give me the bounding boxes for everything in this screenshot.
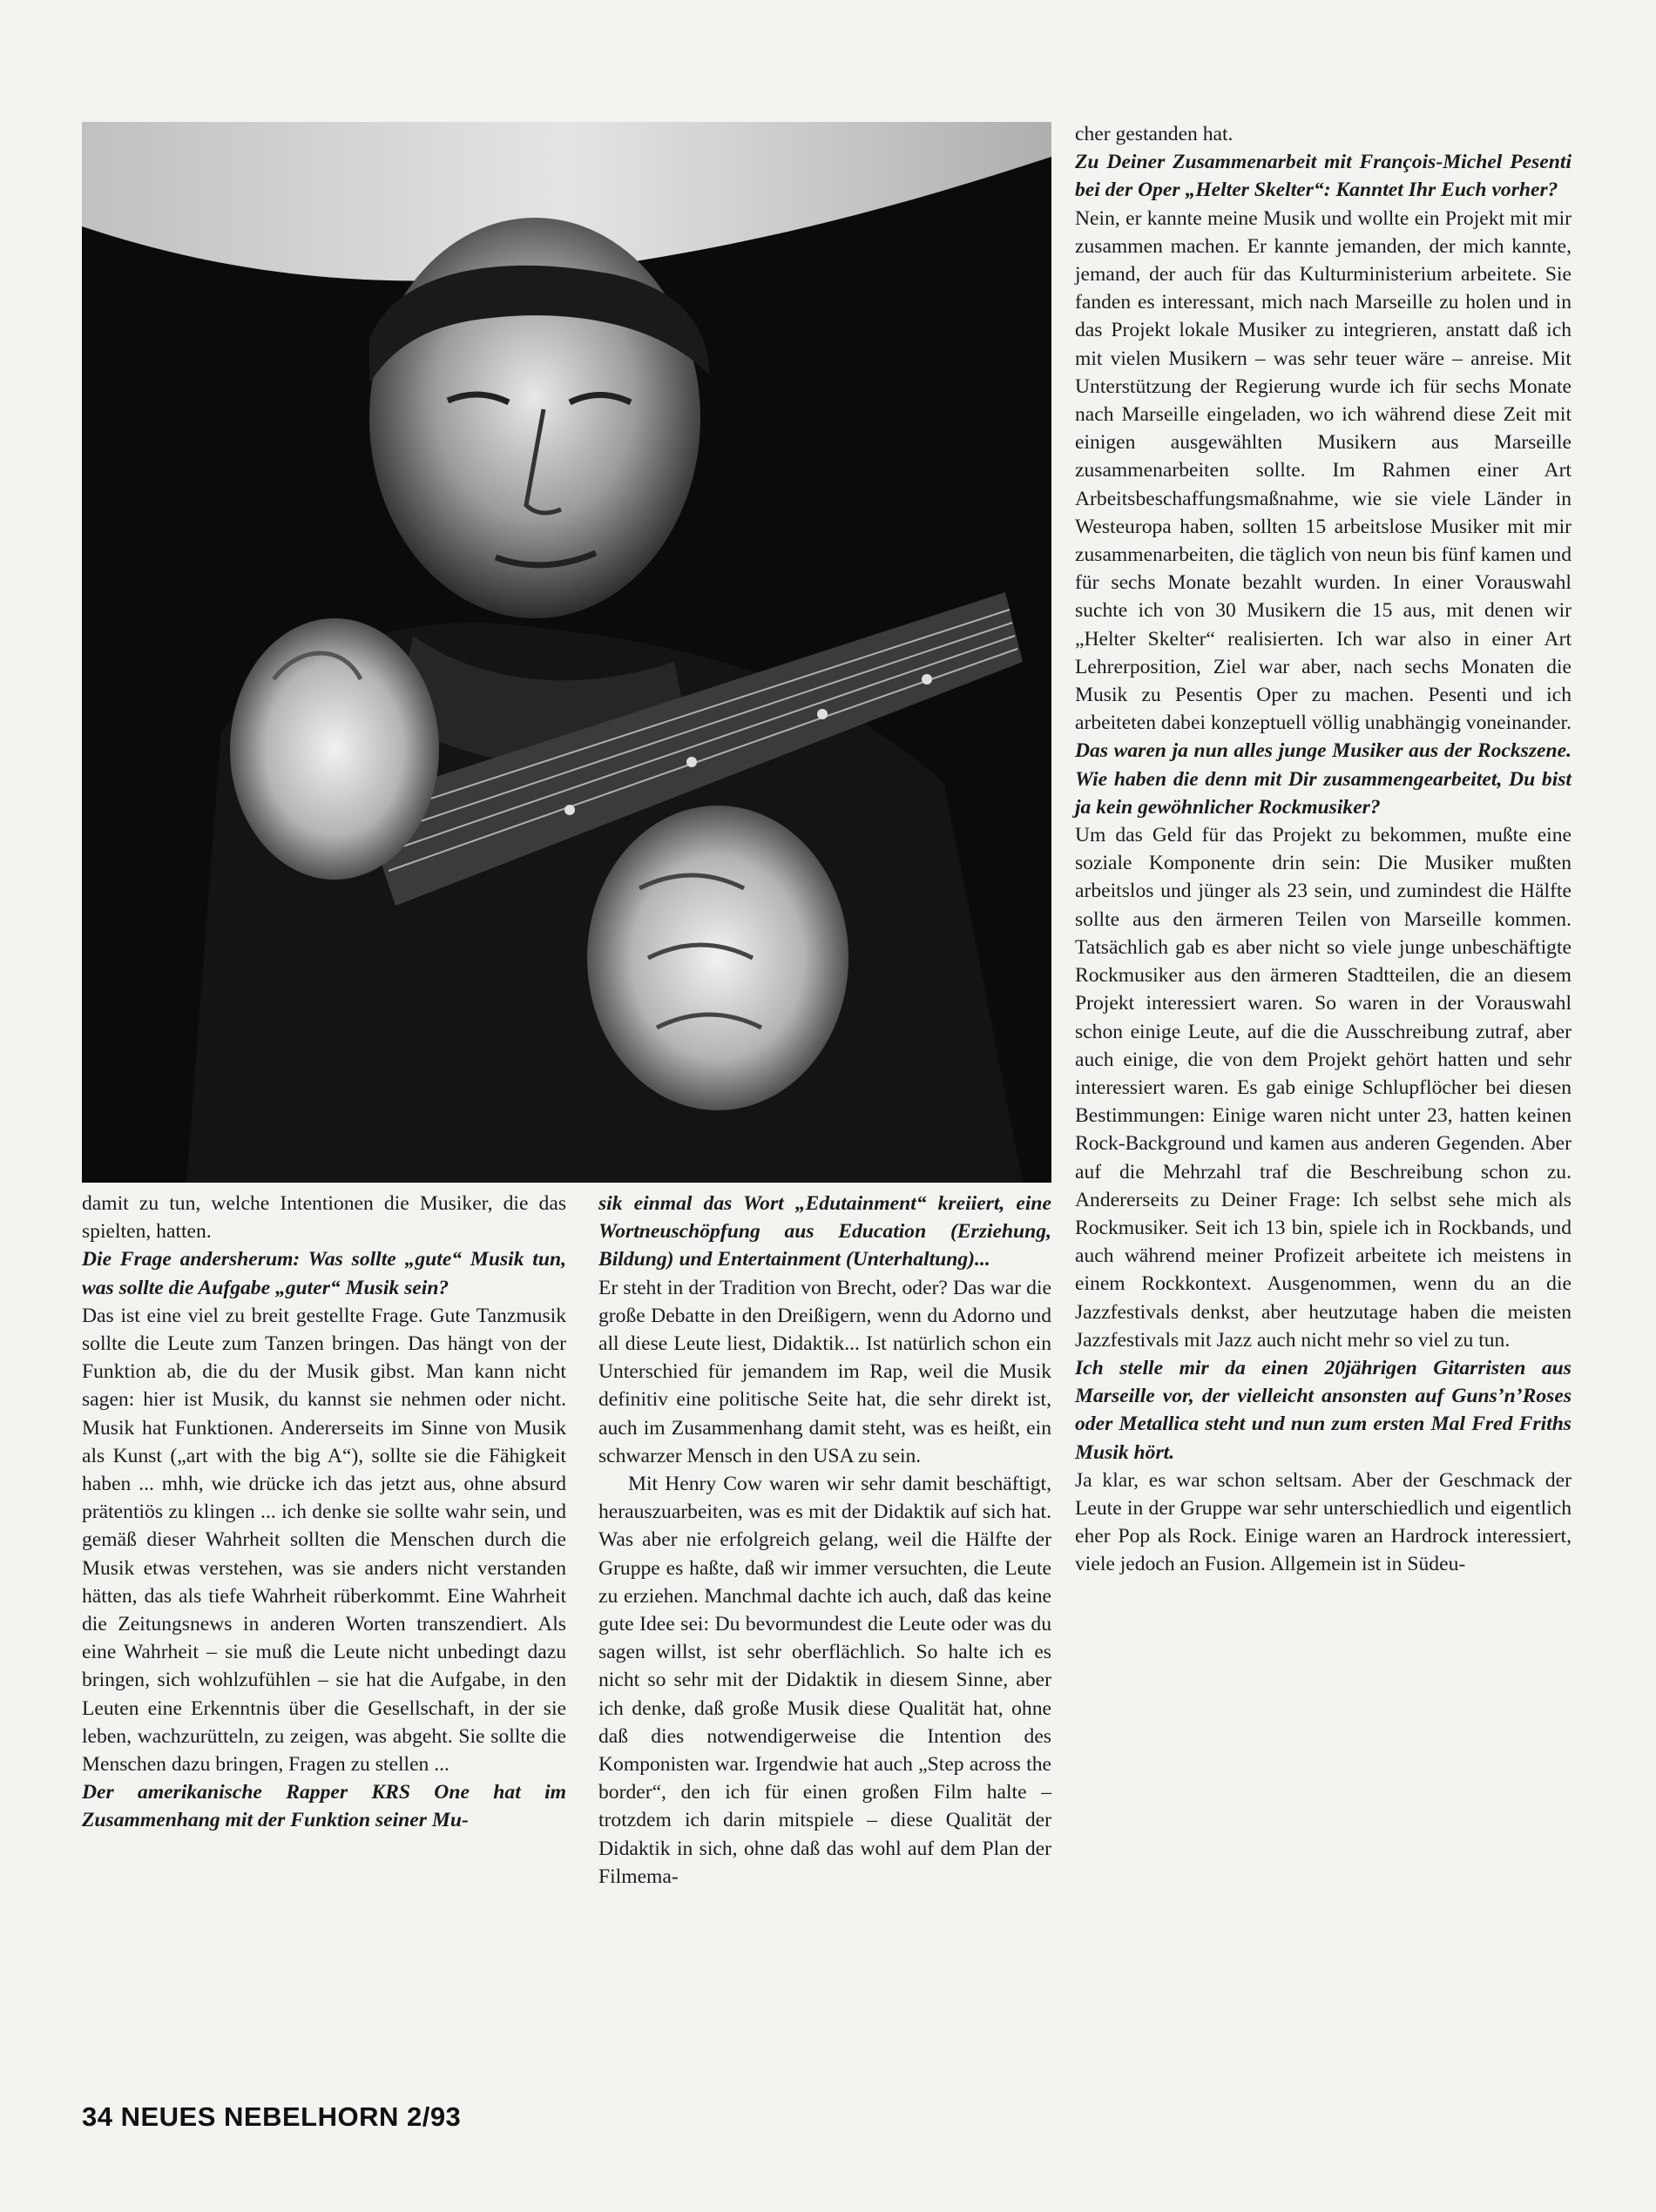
- interview-question: Die Frage andersherum: Was sollte „gute“ Musik tun, was sollte die Aufgabe „guter“ Musik sein?: [82, 1248, 566, 1299]
- body-paragraph: Mit Henry Cow waren wir sehr damit beschäftigt, herauszuarbeiten, was es mit der Didaktik auf sich hat. Was aber nie erfolgreich gelang, weil die Hälfte der Gruppe es haßte, daß wir immer versuchten, die Leute zu erziehen. Manchmal dachte ich auch, daß das keine gute Idee sei: Du bevormundest die Leute oder was du sagen willst, ist sehr oberflächlich. So halte ich es nicht so sehr mit der Didaktik in diesem Sinne, aber ich denke, daß große Musik diese Qualität hat, ohne daß dies notwendigerweise die Intention des Komponisten war. Irgendwie hat auch „Step across the border“, den ich für einen großen Film halte – trotzdem ich darin mitspiele – diese Qualität der Didaktik in sich, ohne daß das wohl auf dem Plan der Filmema-: [598, 1473, 1051, 1888]
- body-paragraph: Das ist eine viel zu breit gestellte Frage. Gute Tanzmusik sollte die Leute zum Tanzen bringen. Das hängt von der Funktion ab, die du der Musik gibst. Man kann nicht sagen: hier ist Musik, du kannst sie nehmen oder nicht. Musik hat Funktionen. Andererseits im Sinne von Musik als Kunst („art with the big A“), sollte sie die Fähigkeit haben ... mhh, wie drücke ich das jetzt aus, ohne absurd prätentiös zu klingen ... ich denke sie sollte wahr sein, und gemäß dieser Wahrheit sollten die Menschen durch die Musik etwas verstehen, was sie anders nicht verstanden hätten, das als tiefe Wahrheit rüberkommt. Eine Wahrheit die Zeitungsnews in anderen Worten transzendiert. Als eine Wahrheit – sie muß die Leute nicht unbedingt dazu bringen, sich wohlzufühlen – sie hat die Aufgabe, in den Leuten eine Erkenntnis über die Gesellschaft, in der sie leben, wachzurütteln, zu zeigen, was abgeht. Sie sollte die Menschen dazu bringen, Fragen zu stellen ...: [82, 1304, 566, 1777]
- page-footer: 34 NEUES NEBELHORN 2/93: [82, 2101, 462, 2132]
- guitarist-photo: [82, 122, 1051, 1183]
- body-paragraph: Nein, er kannte meine Musik und wollte ein Projekt mit mir zusammen machen. Er kannte jemanden, der mich kannte, jemand, der auch für das Kulturministerium arbeitete. Sie fanden es interessant, mich nach Marseille zu holen und in das Projekt lokale Musiker zu integrieren, anstatt daß ich mit vielen Musikern – was sehr teuer wäre – anreise. Mit Unterstützung der Regierung wurde ich für sechs Monate nach Marseille eingeladen, wo ich während diese Zeit mit einigen ausgewählten Musikern aus Marseille zusammenarbeiten sollte. Im Rahmen einer Art Arbeitsbeschaffungsmaßnahme, wie sie viele Länder in Westeuropa haben, sollten 15 arbeitslose Musiker mit mir zusammenarbeiten, die täglich von neun bis fünf kamen und für sechs Monate bezahlt wurden. In einer Vorauswahl suchte ich von 30 Musikern die 15 aus, mit denen wir „Helter Skelter“ realisierten. Ich war also in einer Art Lehrerposition, Ziel war aber, nach sechs Monaten die Musik zu Pesentis Oper zu machen. Pesenti und ich arbeiteten dabei konzeptuell völlig unabhängig voneinander.: [1075, 206, 1572, 735]
- article-column-middle: [598, 1190, 1051, 1891]
- body-paragraph: damit zu tun, welche Intentionen die Musiker, die das spielten, hatten.: [82, 1192, 566, 1244]
- body-paragraph: Er steht in der Tradition von Brecht, oder? Das war die große Debatte in den Dreißigern, wenn du Adorno und all diese Leute liest, Didaktik... Ist natürlich schon ein Unterschied für jemandem im Rap, weil die Musik definitiv eine politische Seite hat, die sehr direkt ist, auch im Zusammenhang damit steht, was es heißt, ein schwarzer Mensch in den USA zu sein.: [598, 1276, 1051, 1467]
- body-paragraph: cher gestanden hat.: [1075, 123, 1234, 145]
- body-paragraph: Um das Geld für das Projekt zu bekommen, mußte eine soziale Komponente drin sein: Die Musiker mußten arbeitslos und jünger als 23 sein, und zumindest die Hälfte sollte aus den ärmeren Teilen von Marseille kommen. Tatsächlich gab es aber nicht so viele junge unbeschäftigte Rockmusiker aus den ärmeren Stadtteilen, die an diesem Projekt interessiert waren. So waren in der Vorauswahl schon einige Leute, auf die die Ausschreibung zutraf, aber auch einige, die von dem Projekt gehört hatten und sehr interessiert waren. Es gab einige Schlupflöcher bei diesen Bestimmungen: Einige waren nicht unter 23, hatten keinen Rock-Background und kamen aus anderen Gegenden. Aber auf die Mehrzahl traf die Beschreibung schon zu. Andererseits zu Deiner Frage: Ich selbst sehe mich als Rockmusiker. Seit ich 13 bin, spiele ich in Rockbands, und auch während meiner Profizeit arbeitete ich meistens in einem Rockkontext. Ausgenommen, wenn du an die Jazzfestivals denkst, aber heutzutage haben die meisten Jazzfestivals mit Jazz auch nicht mehr so viel zu tun.: [1075, 824, 1572, 1352]
- body-paragraph: Ja klar, es war schon seltsam. Aber der Geschmack der Leute in der Gruppe war sehr unterschiedlich und eigentlich eher Pop als Rock. Einige waren an Hardrock interessiert, viele jedoch an Fusion. Allgemein ist in Südeu-: [1075, 1468, 1572, 1576]
- interview-question: Der amerikanische Rapper KRS One hat im Zusammenhang mit der Funktion seiner Mu-: [82, 1781, 566, 1832]
- interview-question: Das waren ja nun alles junge Musiker aus der Rockszene. Wie haben die denn mit Dir zusammengearbeitet, Du bist ja kein gewöhnlicher Rockmusiker?: [1075, 739, 1572, 819]
- article-column-right: [1075, 120, 1572, 1579]
- guitarist-photo-icon: [82, 122, 1051, 1183]
- interview-question: sik einmal das Wort „Edutainment“ kreiiert, eine Wortneuschöpfung aus Education (Erziehung, Bildung) und Entertainment (Unterhaltung)...: [598, 1192, 1051, 1271]
- interview-question: Ich stelle mir da einen 20jährigen Gitarristen aus Marseille vor, der vielleicht ansonsten auf Guns’n’Roses oder Metallica steht und nun zum ersten Mal Fred Friths Musik hört.: [1075, 1356, 1572, 1464]
- interview-question: Zu Deiner Zusammenarbeit mit François-Michel Pesenti bei der Oper „Helter Skelter“: Kanntet Ihr Euch vorher?: [1075, 151, 1572, 202]
- article-column-left: [82, 1190, 566, 1835]
